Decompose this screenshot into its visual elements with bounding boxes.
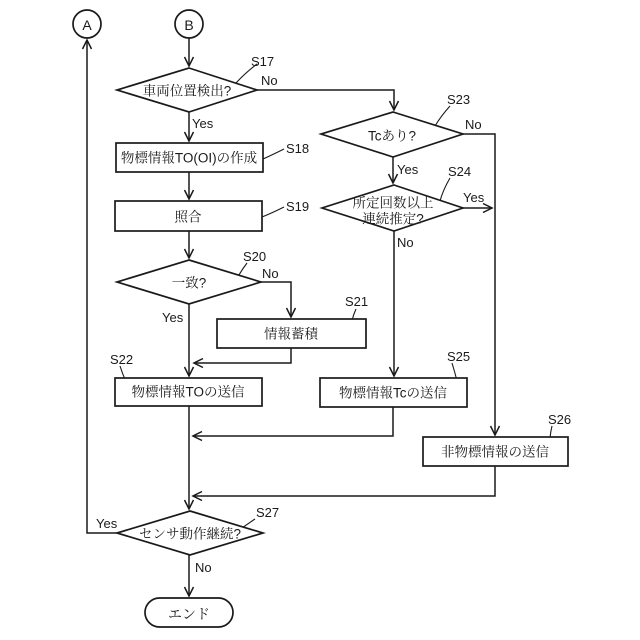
node-s26 [423, 437, 568, 466]
edge-s17-no [257, 90, 394, 110]
node-s27 [117, 511, 263, 555]
node-s25 [320, 378, 467, 407]
node-s18 [116, 143, 263, 172]
s27-text: センサ動作継続? [138, 526, 242, 542]
label-s24-yes: Yes [463, 190, 485, 205]
end-terminal-label: エンド [168, 606, 210, 622]
node-s24 [322, 185, 463, 231]
label-s27-yes: Yes [96, 516, 118, 531]
s22-text: 物標情報TOの送信 [131, 384, 245, 400]
s26-text: 非物標情報の送信 [441, 444, 549, 460]
label-s20-yes: Yes [162, 310, 184, 325]
label-s20-no: No [262, 266, 279, 281]
label-s17-no: No [261, 73, 278, 88]
s18-text: 物標情報TO(OI)の作成 [120, 150, 258, 166]
connector-b [175, 10, 203, 38]
edge-s21-merge [194, 348, 291, 363]
edge-s20-no [261, 282, 291, 317]
node-s17 [117, 68, 257, 112]
tag-s20: S20 [243, 249, 267, 264]
edge-s26-merge [193, 466, 495, 496]
node-s19 [115, 201, 262, 231]
s25-text: 物標情報Tcの送信 [339, 385, 447, 401]
edge-s25-merge [193, 407, 393, 436]
tag-s21: S21 [345, 294, 369, 309]
terminal-end [145, 598, 233, 627]
node-s20 [117, 260, 261, 304]
s20-text: 一致? [171, 275, 207, 291]
tag-s25: S25 [447, 349, 471, 364]
node-s23 [321, 112, 463, 157]
tag-s23: S23 [447, 92, 471, 107]
s24-text-line2: 連続推定? [362, 211, 424, 227]
label-s27-no: No [195, 560, 212, 575]
tag-s24: S24 [448, 164, 472, 179]
s23-text: Tcあり? [367, 128, 417, 144]
tag-s22: S22 [110, 352, 134, 367]
leader-s19 [262, 207, 284, 217]
connector-b-label: B [184, 17, 194, 33]
s17-text: 車両位置検出? [142, 83, 232, 99]
node-s21 [217, 319, 366, 348]
label-s23-yes: Yes [397, 162, 419, 177]
tag-s26: S26 [548, 412, 572, 427]
label-s23-no: No [465, 117, 482, 132]
tag-s19: S19 [286, 199, 310, 214]
tag-s27: S27 [256, 505, 280, 520]
leader-s18 [263, 149, 284, 159]
edge-s27-yes-loop [87, 40, 117, 533]
label-s24-no: No [397, 235, 414, 250]
connector-a [73, 10, 101, 38]
s21-text: 情報蓄積 [264, 326, 318, 342]
connector-a-label: A [82, 17, 92, 33]
flow-edges [87, 38, 495, 596]
tag-s17: S17 [251, 54, 275, 69]
leader-s23 [435, 106, 450, 126]
s24-text-line1: 所定回数以上 [352, 195, 434, 211]
leader-s24 [440, 178, 450, 201]
node-s22 [115, 378, 262, 406]
tag-s18: S18 [286, 141, 310, 156]
label-s17-yes: Yes [192, 116, 214, 131]
s19-text: 照合 [174, 209, 202, 225]
